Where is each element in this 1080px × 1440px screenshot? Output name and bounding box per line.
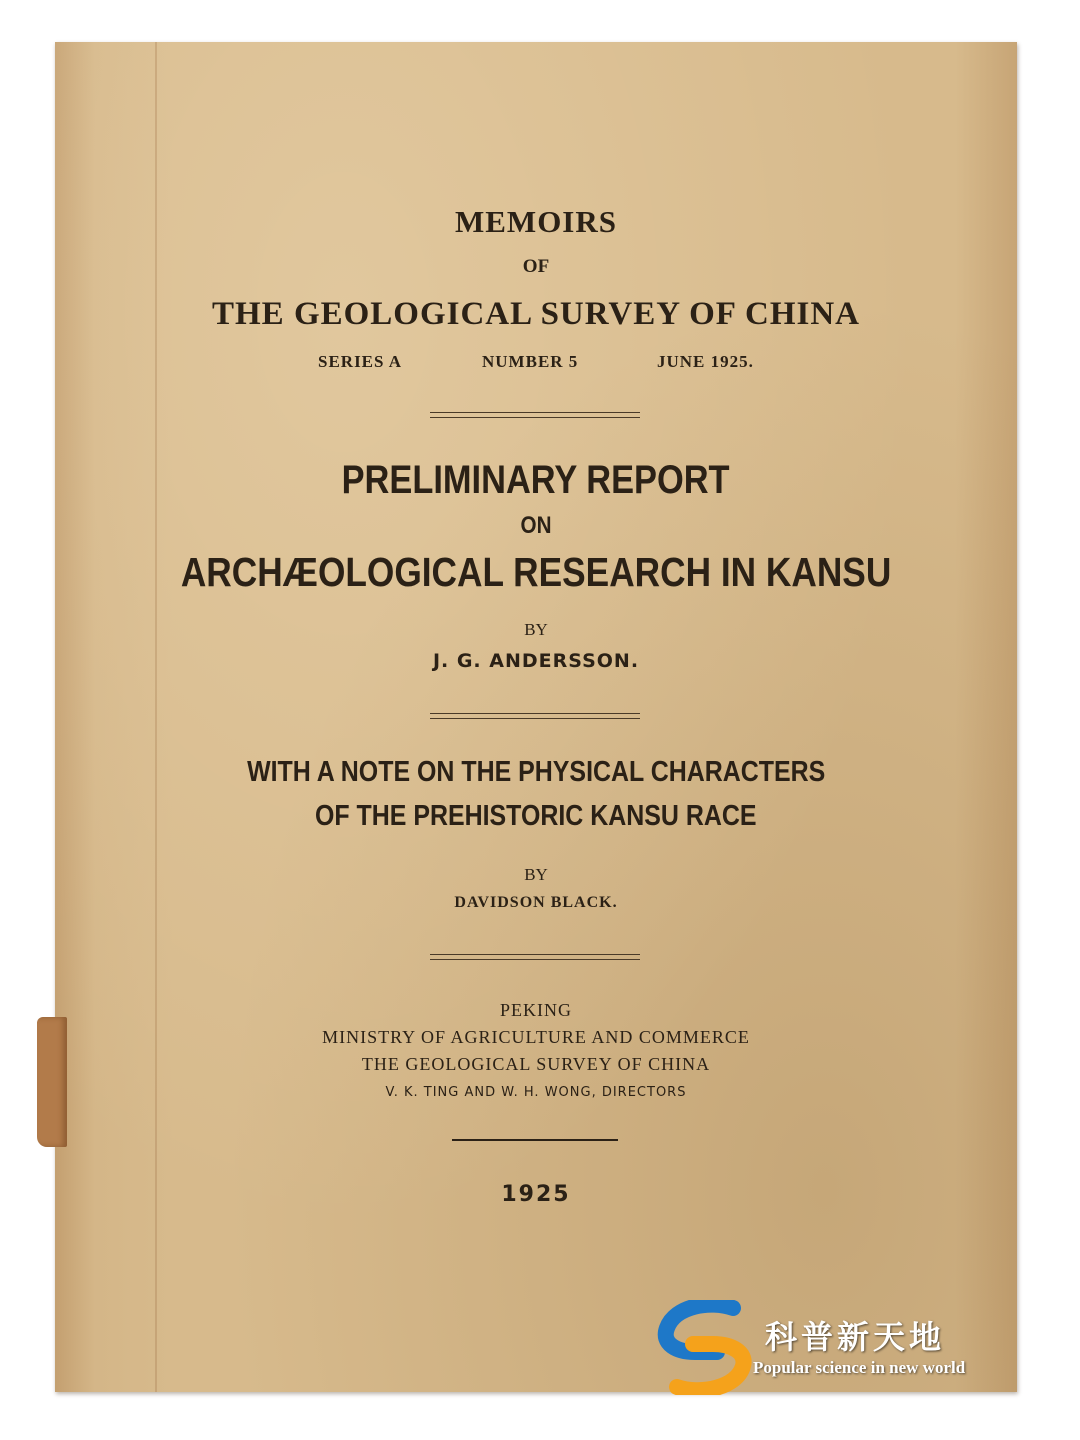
of-heading: OF	[522, 256, 550, 277]
watermark-chinese: 科普新天地	[765, 1318, 946, 1356]
divider-middle	[430, 713, 640, 719]
publisher-city: PEKING	[500, 1000, 572, 1020]
divider-top	[430, 412, 640, 418]
book-cover	[55, 42, 1017, 1392]
report-title-line1: PRELIMINARY REPORT	[342, 458, 730, 502]
publication-year: 1925	[501, 1182, 571, 1207]
series-row	[55, 352, 1017, 376]
watermark-logo	[655, 1300, 1015, 1395]
series-label: SERIES A	[318, 352, 403, 371]
date-label: JUNE 1925.	[657, 352, 754, 371]
logo-s-icon	[655, 1300, 755, 1395]
publisher-ministry: MINISTRY OF AGRICULTURE AND COMMERCE	[322, 1027, 750, 1047]
survey-title: THE GEOLOGICAL SURVEY OF CHINA	[212, 296, 860, 332]
publisher-directors: V. K. TING AND W. H. WONG, DIRECTORS	[385, 1085, 687, 1100]
report-by: BY	[524, 620, 548, 639]
report-author: J. G. ANDERSSON.	[432, 650, 640, 672]
note-line2: OF THE PREHISTORIC KANSU RACE	[315, 800, 757, 832]
watermark-english: Popular science in new world	[753, 1358, 966, 1377]
report-title-line3-wrap	[55, 548, 1017, 596]
report-title-line1-wrap	[55, 456, 1017, 503]
note-line1-wrap	[55, 756, 1017, 789]
publisher-survey: THE GEOLOGICAL SURVEY OF CHINA	[361, 1054, 711, 1074]
report-title-line3: ARCHÆOLOGICAL RESEARCH IN KANSU	[180, 549, 892, 595]
note-line2-wrap	[55, 800, 1017, 833]
memoirs-heading: MEMOIRS	[455, 204, 617, 239]
note-author: DAVIDSON BLACK.	[454, 894, 618, 911]
report-title-line2: ON	[520, 512, 552, 539]
note-by: BY	[524, 865, 548, 884]
number-label: NUMBER 5	[482, 352, 579, 371]
report-title-line2-wrap	[55, 512, 1017, 540]
note-line1: WITH A NOTE ON THE PHYSICAL CHARACTERS	[246, 756, 826, 788]
divider-bottom	[430, 954, 640, 960]
divider-year	[452, 1139, 618, 1141]
